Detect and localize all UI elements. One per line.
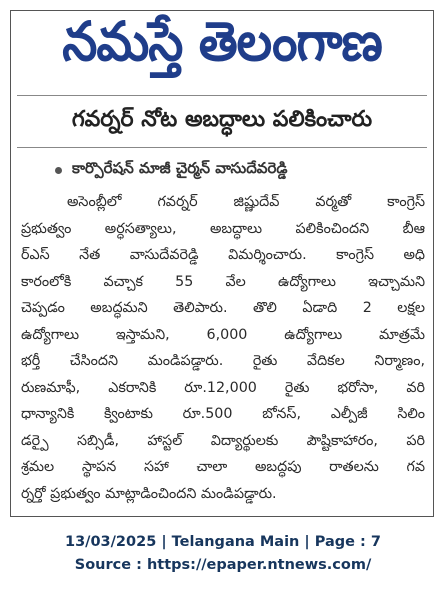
body-line: అసెంబ్లీలో గవర్నర్ జిష్ణుదేవ్ వర్మతో కాంగ్రెస్ (67, 194, 425, 210)
bullet-icon (55, 167, 62, 174)
footer-date-edition: 13/03/2025 | Telangana Main | Page : 7 (64, 534, 381, 550)
body-line: భర్తీ చేసిందని మండిపడ్డారు. రైతు వేదికల నిర్మాణం, (21, 353, 425, 369)
body-line: ప్రభుత్వం అర్ధసత్యాలు, అబద్ధాలు పలికించిందని బీఆ (21, 220, 425, 237)
body-line: చెప్పడం అబద్ధమని తెలిపారు. తొలి ఏడాది 2 లక్షల (21, 300, 425, 316)
subheadline-text: కార్పొరేషన్ మాజీ చైర్మన్ వాసుదేవరెడ్డి (72, 159, 288, 177)
body-line: ర్నర్తో ప్రభుత్వం మాట్లాడించిందని మండిపడ్డారు. (21, 485, 277, 502)
news-clipping (10, 10, 434, 517)
body-line: ర్ఎస్ నేత వాసుదేవరెడ్డి విమర్శించారు. కాంగ్రెస్ అధి (21, 247, 425, 263)
footer-source: Source : https://epaper.ntnews.com/ (74, 557, 372, 573)
divider (17, 95, 427, 96)
body-line: కారంలోకి వచ్చాక 55 వేల ఉద్యోగాలు ఇచ్చామని (21, 273, 425, 290)
body-line: శ్రమల స్థాపన సహా చాలా అబద్ధపు రాతలను గవ (21, 459, 425, 475)
subheadline (55, 159, 287, 181)
divider (17, 147, 427, 148)
article-body (21, 189, 425, 507)
body-line: ధాన్యానికి క్వింటాకు రూ.500 బోనస్, ఎల్పీజీ సిలిం (21, 406, 425, 422)
headline: గవర్నర్ నోట అబద్ధాలు పలికించారు (71, 107, 373, 132)
body-line: డర్పై సబ్సిడీ, హాస్టల్ విద్యార్థులకు పౌష్టికాహారం, పరి (21, 432, 425, 449)
masthead-title: నమస్తే తెలంగాణ (62, 9, 382, 73)
body-line: రుణమాఫీ, ఎకరానికి రూ.12,000 రైతు భరోసా, వరి (21, 379, 425, 396)
body-line: ఉద్యోగాలు ఇస్తామని, 6,000 ఉద్యోగాలు మాత్రమే (21, 326, 425, 343)
masthead (11, 11, 433, 85)
